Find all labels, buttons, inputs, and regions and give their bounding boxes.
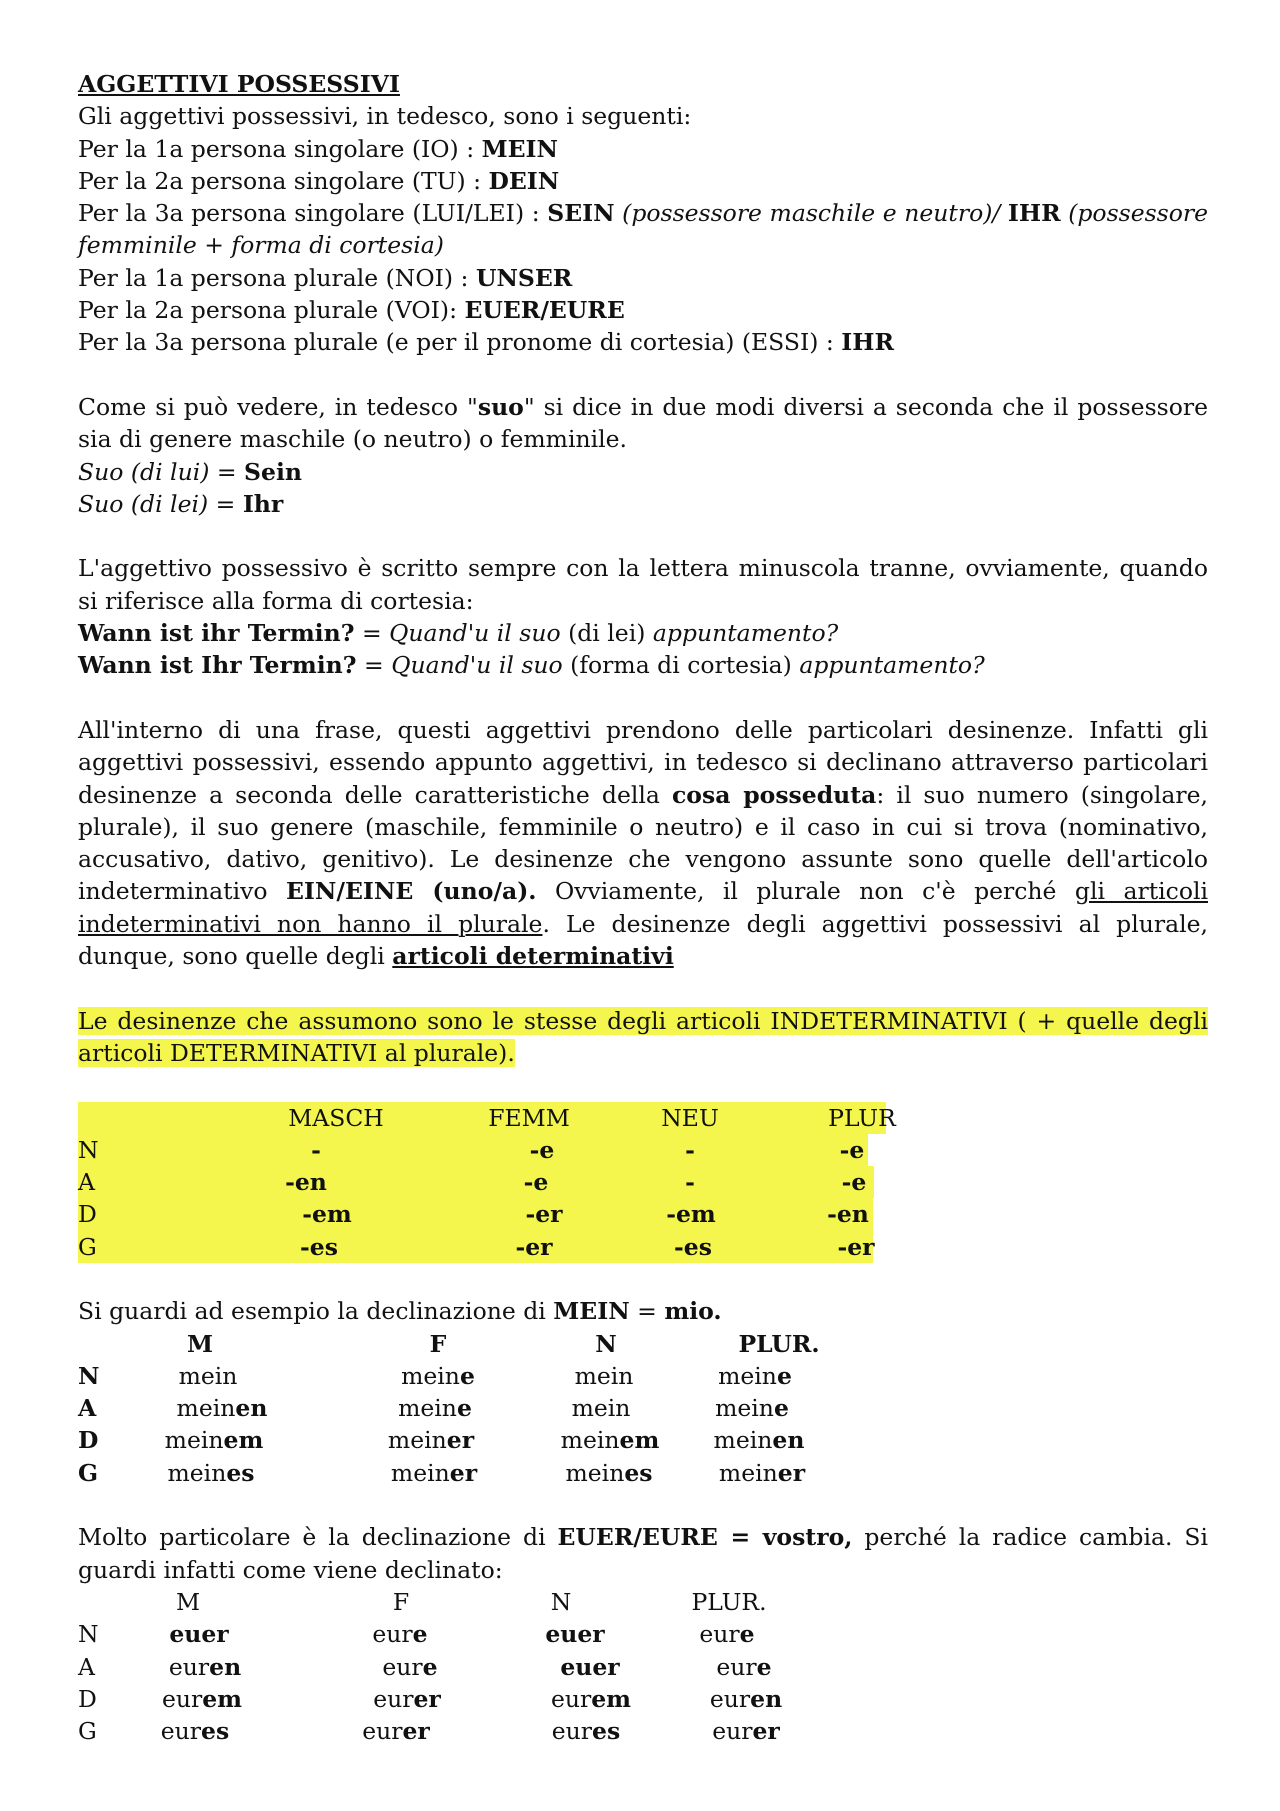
mein-row xyxy=(78,1392,1208,1424)
euer-row xyxy=(78,1618,1208,1650)
desinenze-paragraph: All'interno di una frase, questi aggettivi prendono delle particolari desinenze. Infatti gli aggettivi possessivi, essendo appunto aggettivi, in tedesco si declinano attraverso particolari desinenze a seconda delle caratteristiche della cosa posseduta: il suo numero (singolare, plurale), il suo genere (maschile, femminile o neutro) e il caso in cui si trova (nominativo, accusativo, dativo, genitivo). Le desinenze che vengono assunte sono quelle dell'articolo indeterminativo EIN/EINE (uno/a). Ovviamente, il plurale non c'è perché gli articoli indeterminativi non hanno il plurale. Le desinenze degli aggettivi possessivi al plurale, dunque, sono quelle degli articoli determinativi xyxy=(78,715,1208,971)
ending-cell: -es xyxy=(300,1232,338,1261)
euer-cell: eurer xyxy=(712,1717,780,1746)
euer-header: M xyxy=(175,1587,201,1616)
mein-cell: meinem xyxy=(164,1426,264,1455)
mein-table xyxy=(78,1328,1208,1489)
mein-cell: meines xyxy=(167,1458,255,1487)
case-label: A xyxy=(78,1394,97,1423)
suo-lui-line: Suo (di lui) = Sein xyxy=(78,457,302,486)
ending-cell: -e xyxy=(839,1135,865,1164)
endings-header: FEMM xyxy=(488,1103,570,1132)
person-3s: Per la 3a persona singolare (LUI/LEI) : SEIN (possessore maschile e neutro)/ IHR (possessore femminile + forma di cortesia) xyxy=(78,199,1209,260)
ending-cell: -er xyxy=(515,1232,553,1261)
page-title: AGGETTIVI POSSESSIVI xyxy=(78,70,400,98)
endings-row xyxy=(78,1198,873,1230)
euer-header: F xyxy=(392,1587,410,1616)
mein-cell: meinen xyxy=(176,1394,268,1423)
intro-line: Gli aggettivi possessivi, in tedesco, sono i seguenti: xyxy=(78,102,692,131)
mein-cell: meines xyxy=(565,1458,653,1487)
euer-cell: eure xyxy=(382,1652,438,1681)
mein-cell: meiner xyxy=(390,1458,478,1487)
ending-cell: -e xyxy=(529,1135,555,1164)
euer-cell: eurer xyxy=(362,1717,430,1746)
case-label: D xyxy=(78,1426,99,1455)
example-1: Wann ist ihr Termin? = Quand'u il suo (di lei) appuntamento? xyxy=(78,619,839,648)
mein-cell: mein xyxy=(571,1394,631,1423)
mein-cell: mein xyxy=(574,1361,634,1390)
mein-row xyxy=(78,1424,1208,1456)
mein-header-row xyxy=(78,1328,1208,1360)
ending-cell: -e xyxy=(841,1168,867,1197)
endings-table xyxy=(78,1102,1208,1263)
mein-cell: meiner xyxy=(387,1426,475,1455)
euer-header-row xyxy=(78,1586,1208,1618)
endings-row xyxy=(78,1134,868,1166)
minuscola-paragraph: L'aggettivo possessivo è scritto sempre con la lettera minuscola tranne, ovviamente, quando si riferisce alla forma di cortesia: xyxy=(78,554,1208,615)
mein-cell: meine xyxy=(718,1361,792,1390)
endings-row xyxy=(78,1231,873,1263)
euer-cell: euer xyxy=(169,1620,229,1649)
euer-cell: euer xyxy=(545,1620,605,1649)
person-2p: Per la 2a persona plurale (VOI): EUER/EURE xyxy=(78,296,625,325)
mein-row xyxy=(78,1457,1208,1489)
person-2s: Per la 2a persona singolare (TU) : DEIN xyxy=(78,166,560,195)
person-1p: Per la 1a persona plurale (NOI) : UNSER xyxy=(78,263,573,292)
mein-cell: meine xyxy=(715,1394,789,1423)
case-label: N xyxy=(78,1135,99,1164)
mein-cell: meine xyxy=(398,1394,472,1423)
euer-row xyxy=(78,1683,1208,1715)
endings-header: MASCH xyxy=(288,1103,384,1132)
ending-cell: - xyxy=(311,1135,321,1164)
ending-cell: -es xyxy=(674,1232,712,1261)
case-label: G xyxy=(78,1458,99,1487)
euer-cell: euren xyxy=(709,1684,783,1713)
mein-intro: Si guardi ad esempio la declinazione di MEIN = mio. xyxy=(78,1297,722,1326)
euer-header: PLUR. xyxy=(691,1587,767,1616)
suo-lei-line: Suo (di lei) = Ihr xyxy=(78,489,284,518)
euer-cell: eurer xyxy=(373,1684,441,1713)
euer-cell: eures xyxy=(551,1717,621,1746)
endings-header-row xyxy=(78,1102,896,1134)
document-page xyxy=(78,68,1208,1747)
mein-header: F xyxy=(429,1329,447,1358)
endings-header: NEU xyxy=(661,1103,719,1132)
euer-cell: euren xyxy=(168,1652,242,1681)
mein-cell: mein xyxy=(178,1361,238,1390)
ending-cell: -en xyxy=(827,1200,869,1229)
euer-cell: eure xyxy=(716,1652,772,1681)
suo-paragraph: Come si può vedere, in tedesco "suo" si dice in due modi diversi a seconda che il possessore sia di genere maschile (o neutro) o femminile. xyxy=(78,392,1208,454)
mein-header: PLUR. xyxy=(738,1329,820,1358)
euer-header: N xyxy=(550,1587,572,1616)
euer-cell: eurem xyxy=(550,1684,632,1713)
ending-cell: -er xyxy=(837,1232,875,1261)
endings-header: PLUR xyxy=(828,1103,896,1132)
ending-cell: -em xyxy=(302,1200,352,1229)
case-label: G xyxy=(78,1232,97,1261)
case-label: A xyxy=(78,1168,95,1197)
case-label: D xyxy=(78,1684,97,1713)
ending-cell: - xyxy=(685,1168,695,1197)
endings-row xyxy=(78,1166,874,1198)
case-label: G xyxy=(78,1717,97,1746)
mein-row xyxy=(78,1360,1208,1392)
euer-cell: euer xyxy=(560,1652,620,1681)
euer-cell: eure xyxy=(372,1620,428,1649)
highlight-paragraph: Le desinenze che assumono sono le stesse degli articoli INDETERMINATIVI ( + quelle degli articoli DETERMINATIVI al plurale). xyxy=(78,1006,1208,1067)
case-label: A xyxy=(78,1652,95,1681)
euer-table xyxy=(78,1586,1208,1747)
case-label: D xyxy=(78,1200,97,1229)
ending-cell: -er xyxy=(525,1200,563,1229)
case-label: N xyxy=(78,1620,99,1649)
euer-intro: Molto particolare è la declinazione di EUER/EURE = vostro, perché la radice cambia. Si guardi infatti come viene declinato: xyxy=(78,1523,1209,1584)
ending-cell: -e xyxy=(523,1168,549,1197)
mein-cell: meinem xyxy=(560,1426,660,1455)
euer-cell: eurem xyxy=(161,1684,243,1713)
mein-cell: meiner xyxy=(718,1458,806,1487)
euer-cell: eure xyxy=(699,1620,755,1649)
euer-cell: eures xyxy=(160,1717,230,1746)
example-2: Wann ist Ihr Termin? = Quand'u il suo (forma di cortesia) appuntamento? xyxy=(78,651,985,680)
case-label: N xyxy=(78,1361,100,1390)
euer-row xyxy=(78,1715,1208,1747)
mein-header: N xyxy=(595,1329,617,1358)
mein-cell: meinen xyxy=(713,1426,805,1455)
ending-cell: -em xyxy=(666,1200,716,1229)
mein-cell: meine xyxy=(401,1361,475,1390)
mein-header: M xyxy=(186,1329,214,1358)
ending-cell: - xyxy=(685,1135,695,1164)
ending-cell: -en xyxy=(285,1168,327,1197)
person-1s: Per la 1a persona singolare (IO) : MEIN xyxy=(78,134,558,163)
euer-row xyxy=(78,1651,1208,1683)
person-3p: Per la 3a persona plurale (e per il pronome di cortesia) (ESSI) : IHR xyxy=(78,328,895,357)
